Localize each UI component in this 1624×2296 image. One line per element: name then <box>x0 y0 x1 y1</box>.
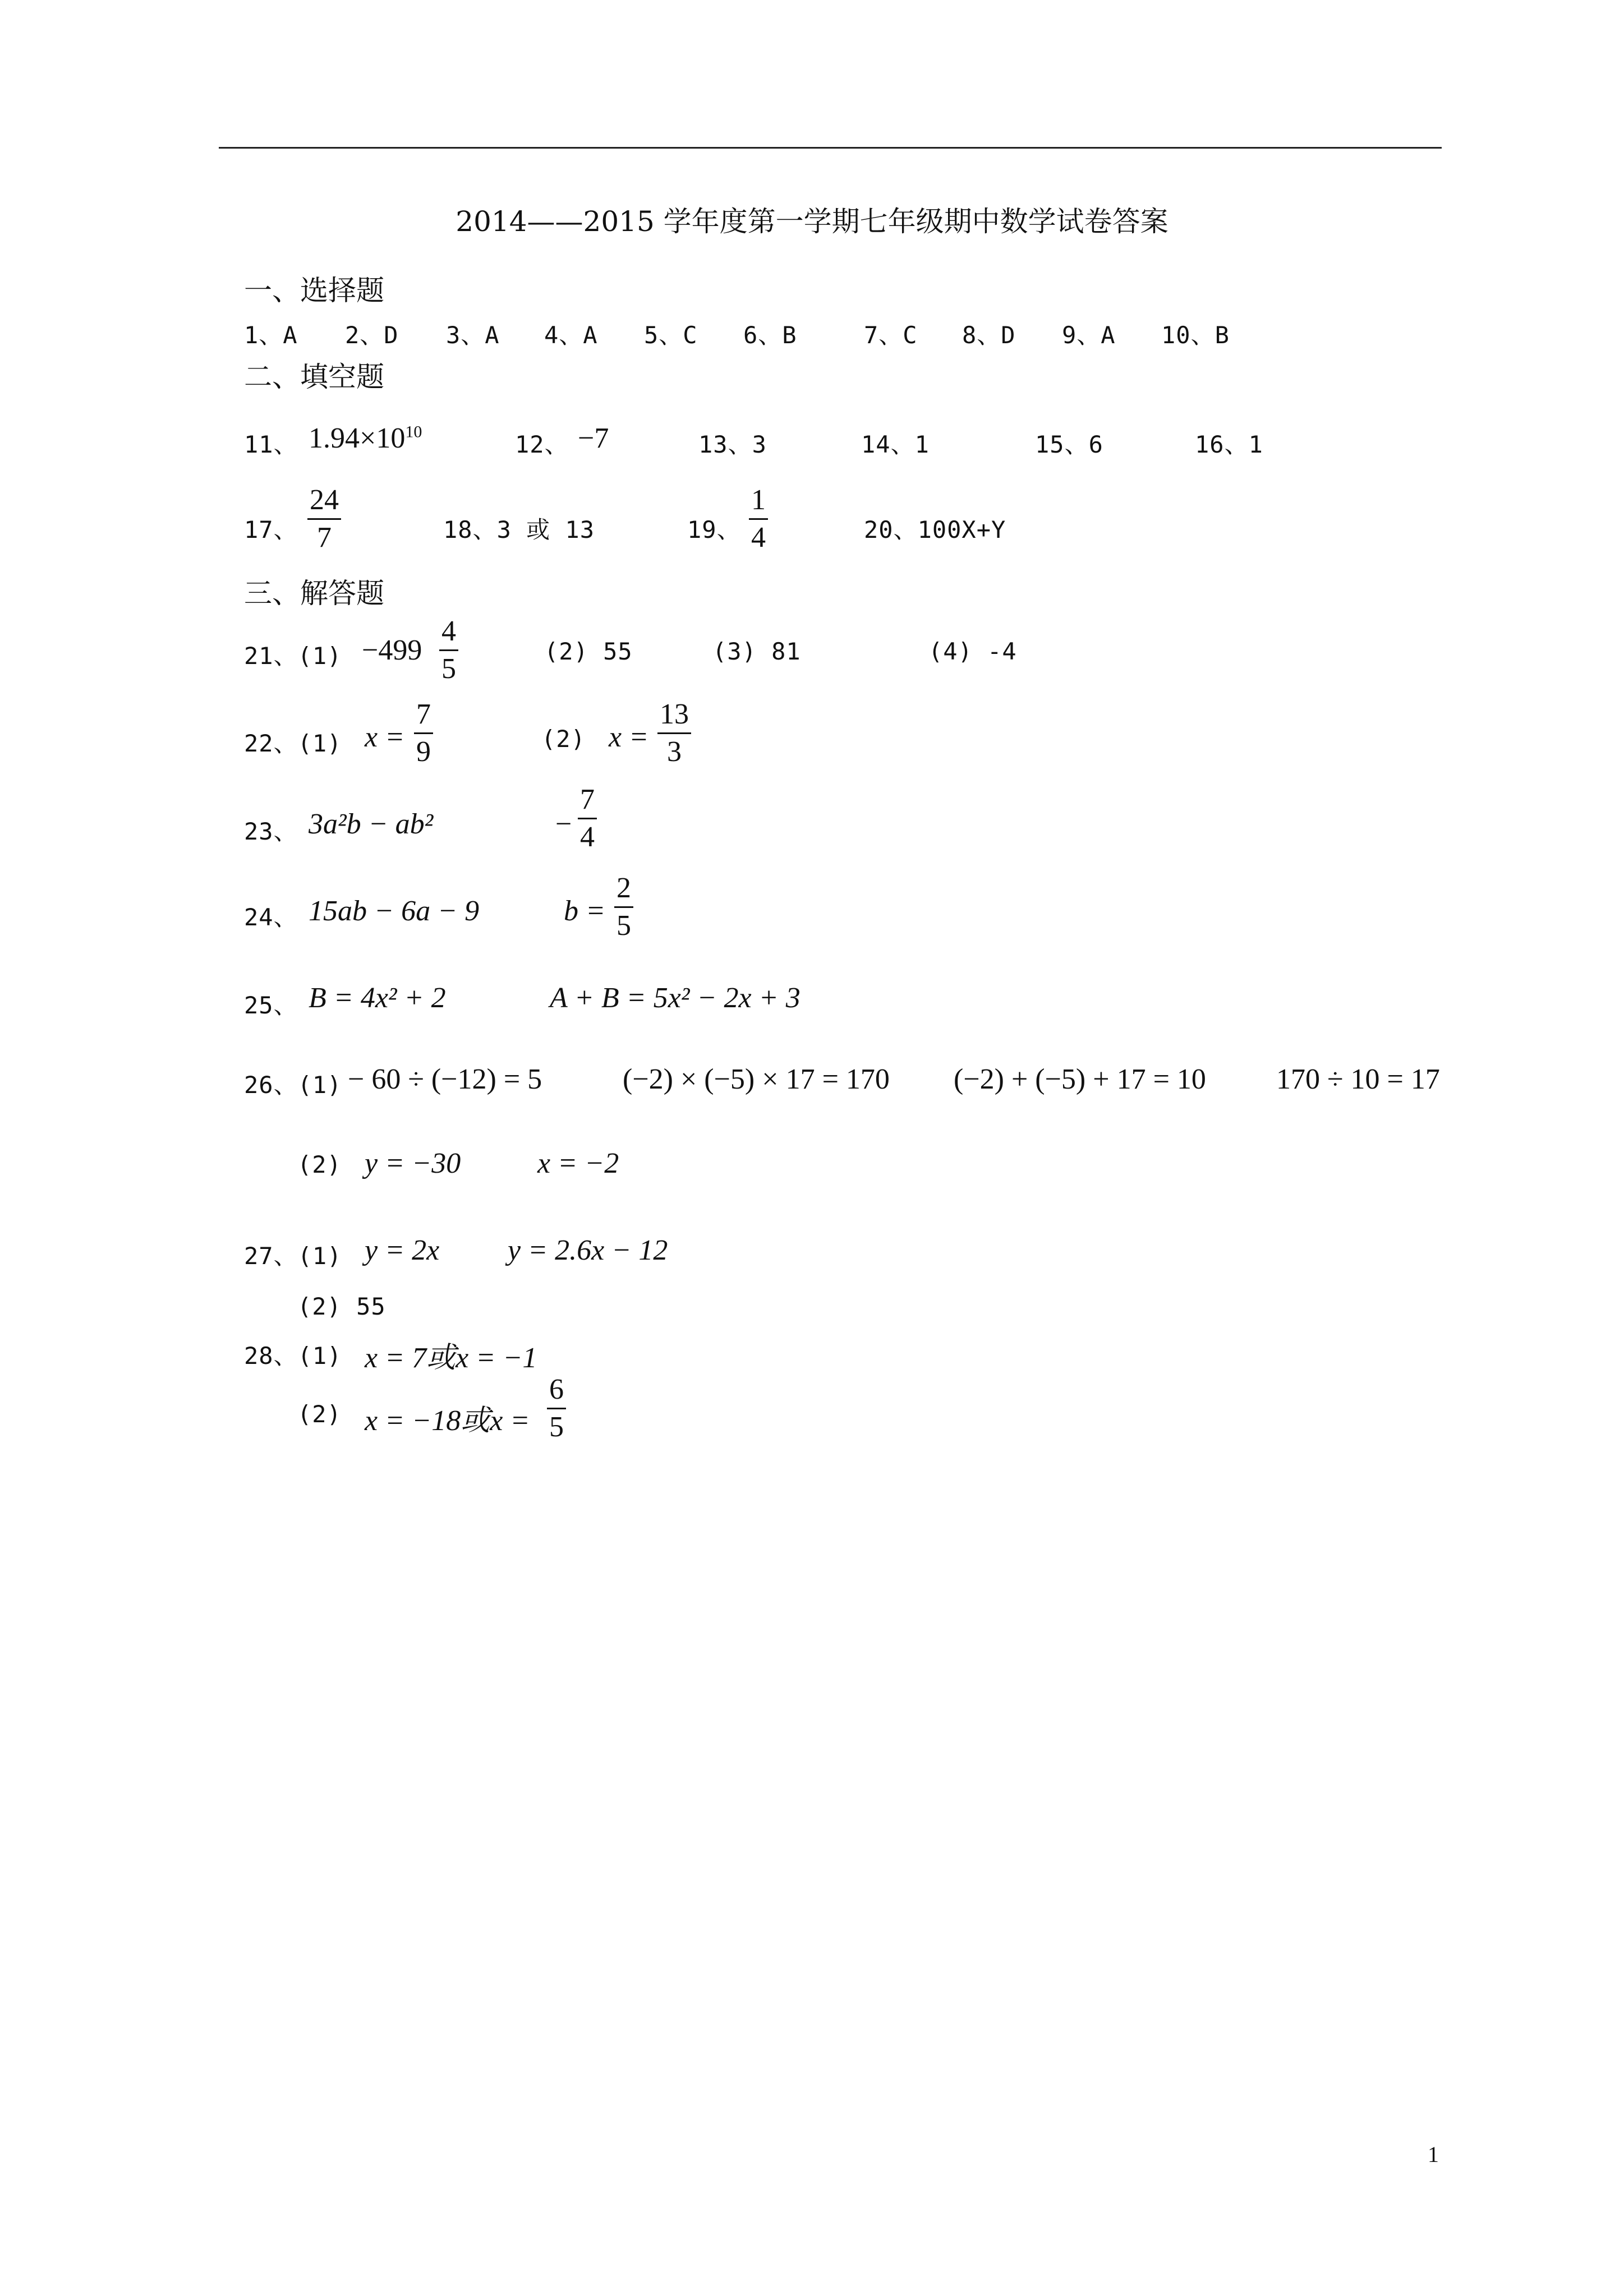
q26-part1-expr3: (−2) + (−5) + 17 = 10 <box>954 1063 1206 1095</box>
q21-part1-fraction: 4 5 <box>439 617 458 684</box>
page-title: 2014——2015 学年度第一学期七年级期中数学试卷答案 <box>456 205 1168 238</box>
q14-answer: 14、1 <box>861 431 930 458</box>
q25-part2: A + B = 5x² − 2x + 3 <box>550 982 801 1014</box>
q17-fraction: 24 7 <box>307 486 341 552</box>
choice-answer: 6、B <box>743 321 797 349</box>
q21-label: 21、(1) <box>244 642 342 670</box>
q23-part1: 3a²b − ab² <box>309 808 434 840</box>
section-choice-heading: 一、选择题 <box>244 274 384 307</box>
q28-part2-label: (2) <box>297 1400 342 1428</box>
q19-label: 19、 <box>687 516 741 543</box>
q11-label: 11、 <box>244 431 298 458</box>
q26-part1-expr1: − 60 ÷ (−12) = 5 <box>348 1063 542 1095</box>
q25-part1: B = 4x² + 2 <box>309 982 446 1014</box>
q27-label: 27、(1) <box>244 1242 342 1270</box>
choice-answer: 2、D <box>345 321 399 349</box>
q25-label: 25、 <box>244 992 298 1019</box>
choice-answer: 3、A <box>446 321 500 349</box>
q22-part2-fraction: 13 3 <box>657 700 691 767</box>
q26-part1-expr4: 170 ÷ 10 = 17 <box>1276 1063 1440 1095</box>
q20-answer: 20、100X+Y <box>864 516 1006 543</box>
q23-part2-sign: − <box>555 808 572 840</box>
top-rule <box>219 147 1442 149</box>
q22-part1-x: x = <box>365 721 405 753</box>
q27-part1-eq1: y = 2x <box>365 1234 440 1266</box>
q27-part2: (2) 55 <box>297 1293 386 1320</box>
q28-part2-fraction: 6 5 <box>547 1375 566 1442</box>
q15-answer: 15、6 <box>1035 431 1103 458</box>
q23-label: 23、 <box>244 818 298 845</box>
choice-answer: 8、D <box>962 321 1016 349</box>
q22-part2-label: (2) <box>541 725 586 753</box>
q22-part2-x: x = <box>609 721 649 753</box>
q28-part2-expr: x = −18或x = <box>365 1405 530 1437</box>
q12-answer: −7 <box>578 422 609 454</box>
page-number: 1 <box>1428 2142 1439 2167</box>
q22-label: 22、(1) <box>244 730 342 757</box>
q13-answer: 13、3 <box>698 431 767 458</box>
choice-answer: 4、A <box>544 321 598 349</box>
q28-label: 28、(1) <box>244 1342 342 1370</box>
q23-part2-fraction: 7 4 <box>578 785 597 852</box>
q17-label: 17、 <box>244 516 298 543</box>
q24-part2-fraction: 2 5 <box>614 874 633 940</box>
q26-part2-label: (2) <box>297 1151 342 1178</box>
q27-part1-eq2: y = 2.6x − 12 <box>508 1234 668 1266</box>
q21-part1-whole: −499 <box>362 634 422 666</box>
choice-answer: 1、A <box>244 321 298 349</box>
choice-answer: 7、C <box>864 321 918 349</box>
q21-part2: (2) 55 <box>544 638 633 665</box>
q21-part4: (4) -4 <box>928 638 1017 665</box>
q21-part3: (3) 81 <box>712 638 801 665</box>
q11-answer: $1.94\times 10^{10}$ <box>309 422 422 454</box>
q12-label: 12、 <box>515 431 569 458</box>
q26-part2-x: x = −2 <box>537 1147 619 1179</box>
q22-part1-fraction: 7 9 <box>414 700 433 767</box>
q18-answer: 18、3 或 13 <box>443 516 595 543</box>
section-solve-heading: 三、解答题 <box>244 577 384 610</box>
q24-label: 24、 <box>244 903 298 931</box>
choice-answer: 5、C <box>644 321 698 349</box>
q26-label: 26、(1) <box>244 1071 342 1099</box>
q16-answer: 16、1 <box>1195 431 1263 458</box>
q19-fraction: 1 4 <box>749 486 768 552</box>
choice-answer: 9、A <box>1062 321 1116 349</box>
section-fill-heading: 二、填空题 <box>244 361 384 393</box>
choice-answer: 10、B <box>1161 321 1230 349</box>
q28-part1: x = 7或x = −1 <box>365 1342 537 1374</box>
q24-part1: 15ab − 6a − 9 <box>309 895 480 927</box>
q26-part1-expr2: (−2) × (−5) × 17 = 170 <box>623 1063 890 1095</box>
q24-part2-b: b = <box>564 895 606 927</box>
q26-part2-y: y = −30 <box>365 1147 461 1179</box>
